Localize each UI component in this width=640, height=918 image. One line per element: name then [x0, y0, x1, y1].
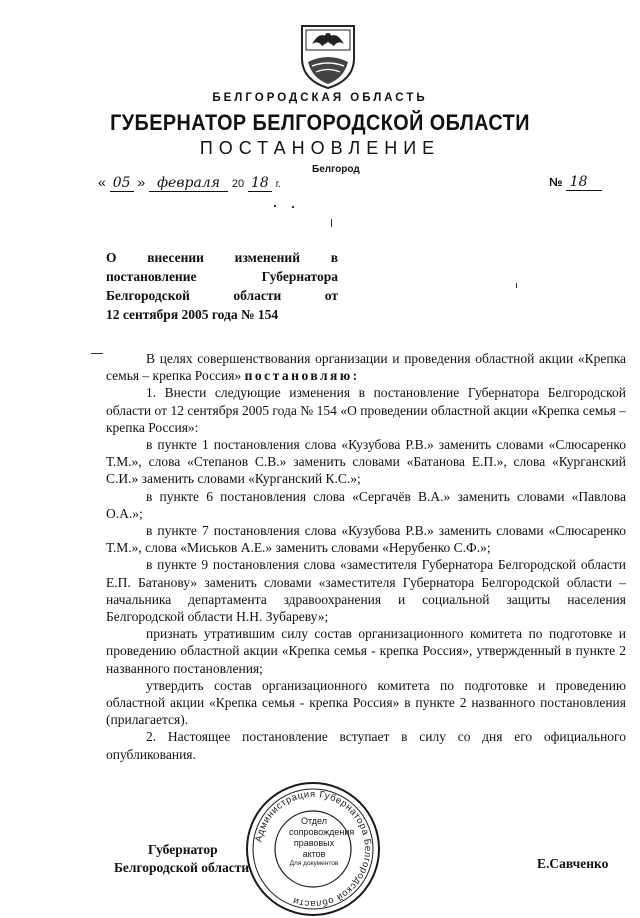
document-type-heading: ПОСТАНОВЛЕНИЕ: [199, 138, 441, 158]
document-title: [106, 248, 338, 324]
title-line: О внесении изменений в: [106, 250, 338, 265]
governor-heading: ГУБЕРНАТОР БЕЛГОРОДСКОЙ ОБЛАСТИ: [110, 110, 530, 135]
scan-speck: [331, 219, 332, 227]
signatory-title: Губернатор: [148, 842, 218, 857]
body-paragraph: 2. Настоящее постановление вступает в силу со дня его официального опубликования.: [106, 729, 626, 762]
scan-speck: [292, 206, 294, 208]
date-close-quote: »: [137, 174, 146, 190]
city-label: Белгород: [312, 164, 360, 175]
stamp-outer-text: Администрация Губернатора Белгородской области: [253, 788, 374, 910]
body-paragraph: утвердить состав организационного комитета по подготовке и проведению областной акции «Крепка семья - крепка Россия» в пункте 2 названного постановления (прилагается).: [106, 677, 626, 728]
coat-of-arms-emblem: [298, 22, 358, 90]
document-date: [98, 174, 281, 191]
date-day: 05: [110, 175, 134, 192]
date-year-prefix: 20: [231, 178, 245, 190]
body-paragraph: 1. Внести следующие изменения в постановление Губернатора Белгородской области от 12 сентября 2005 года № 154 «О проведении областной акции «Крепка семья – крепка Россия»:: [106, 385, 626, 435]
scan-speck: [274, 205, 276, 207]
document-body: [106, 350, 626, 763]
scan-speck: [91, 353, 103, 354]
date-month: февраля: [149, 175, 228, 192]
intro-text: В целях совершенствования организации и проведения областной акции «Крепка семья – крепка Россия»: [106, 351, 626, 384]
body-intro: [106, 350, 626, 384]
scan-speck: [516, 283, 517, 288]
stamp-line: сопровождения: [289, 827, 355, 837]
date-year-suffix: 18: [248, 175, 272, 192]
title-line: Белгородской области от: [106, 288, 338, 303]
document-number: [549, 174, 602, 190]
title-line: постановление Губернатора: [106, 269, 338, 284]
signatory-name: Е.Савченко: [537, 856, 609, 871]
region-heading: БЕЛГОРОДСКАЯ ОБЛАСТЬ: [212, 92, 428, 104]
body-paragraph: признать утратившим силу состав организационного комитета по подготовке и проведению областной акции «Крепка семья - крепка Россия», утвержденный в пункте 2 названного постановления;: [106, 626, 626, 676]
body-paragraph: в пункте 6 постановления слова «Сергачёв В.А.» заменить словами «Павлова О.А.»;: [106, 488, 626, 521]
stamp-line: Отдел: [300, 816, 328, 826]
number-label: №: [549, 175, 563, 189]
date-open-quote: «: [98, 174, 106, 190]
title-line: 12 сентября 2005 года № 154: [106, 307, 279, 322]
body-paragraph: в пункте 9 постановления слова «заместителя Губернатора Белгородской области Е.П. Батанову» заменить словами «заместителя Губернатора Белгородской области – начальника департамента здравоохранения и социальной защиты населения Белгородской области Н.Н. Зубареву»;: [106, 557, 626, 625]
date-year-mark: г.: [275, 179, 281, 190]
stamp-inner-text: [289, 816, 355, 868]
stamp-line: актов: [302, 849, 326, 859]
decree-word: постановляю:: [244, 368, 360, 384]
signatory-region: Белгородской области: [114, 860, 250, 875]
body-paragraph: в пункте 7 постановления слова «Кузубова Р.В.» заменить словами «Слюсаренко Т.М.», слова «Миськов А.Е.» заменить словами «Нерубенко С.Ф.»;: [106, 523, 626, 556]
stamp-line: Для документов: [289, 860, 339, 867]
stamp-line: правовых: [293, 838, 335, 848]
number-value: 18: [566, 174, 602, 191]
body-paragraph: в пункте 1 постановления слова «Кузубова Р.В.» заменить словами «Слюсаренко Т.М.», слова «Степанов С.В.» заменить словами «Батанова Е.П.», слова «Курганский С.И.» заменить словами «Курганский К.С.»;: [106, 437, 626, 487]
